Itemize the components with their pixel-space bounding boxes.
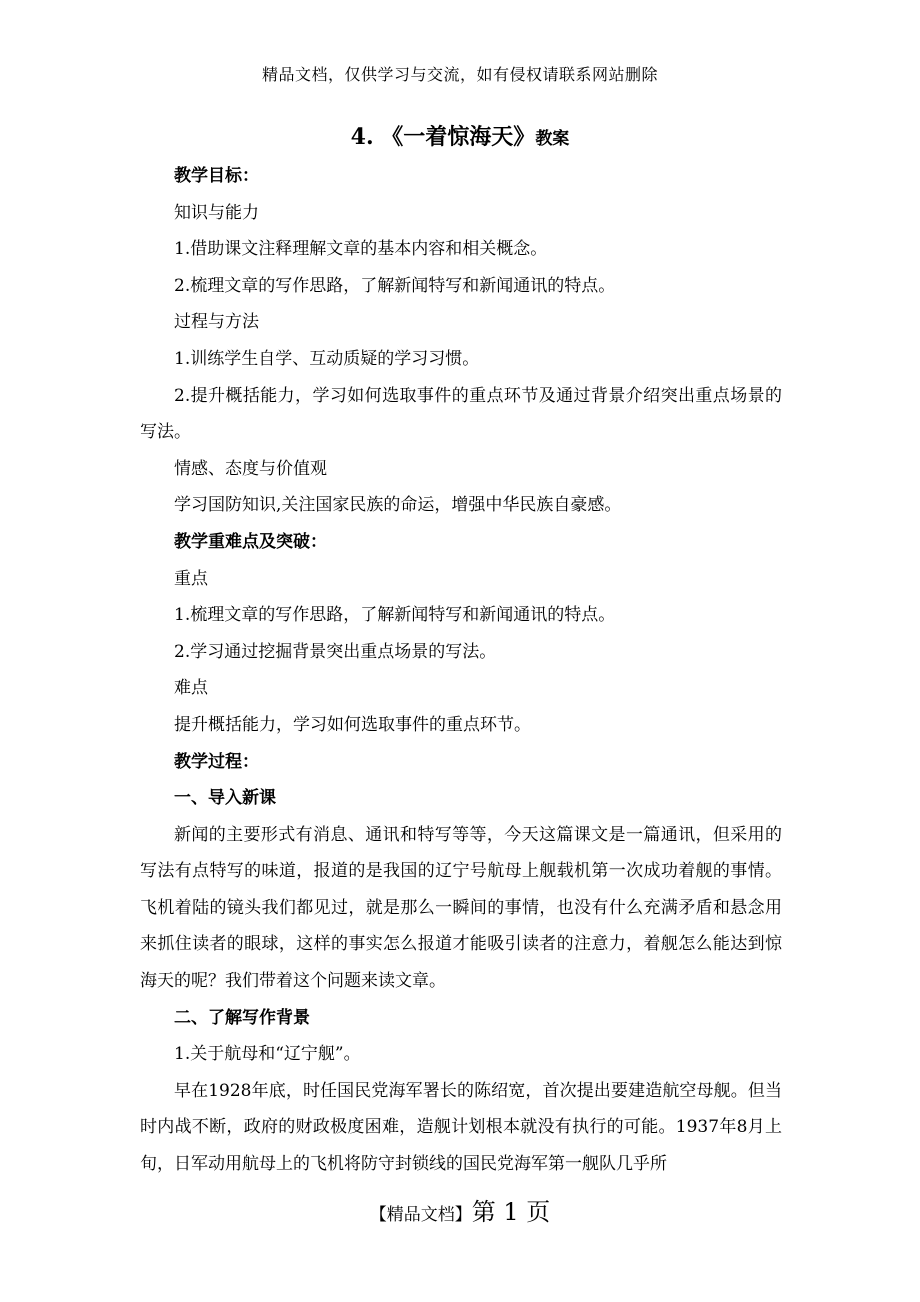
title-suffix: 教案	[535, 129, 570, 149]
paragraph: 重点	[174, 568, 208, 589]
page-number: 第 1 页	[471, 1198, 551, 1226]
paragraph: 提升概括能力，学习如何选取事件的重点环节。	[174, 714, 531, 735]
paragraph: 情感、态度与价值观	[174, 458, 327, 479]
paragraph: 1.梳理文章的写作思路，了解新闻特写和新闻通讯的特点。	[174, 605, 616, 626]
section-heading: 二、了解写作背景	[174, 1007, 310, 1028]
paragraph: 知识与能力	[174, 202, 259, 223]
paragraph: 新闻的主要形式有消息、通讯和特写等等，今天这篇课文是一篇通讯，但采用的写法有点特写的味道，报道的是我国的辽宁号航母上舰载机第一次成功着舰的事情。飞机着陆的镜头我们都见过，就是那么一瞬间的事情，也没有什么充满矛盾和悬念用来抓住读者的眼球，这样的事实怎么报道才能吸引读者的注意力，着舰怎么能达到惊海天的呢？我们带着这个问题来读文章。	[140, 824, 782, 992]
paragraph: 1.关于航母和“辽宁舰”。	[174, 1044, 361, 1065]
paragraph: 2.学习通过挖掘背景突出重点场景的写法。	[174, 641, 497, 662]
paragraph: 1.借助课文注释理解文章的基本内容和相关概念。	[174, 239, 548, 260]
paragraph: 早在1928年底，时任国民党海军署长的陈绍宽，首次提出要建造航空母舰。但当时内战不断，政府的财政极度困难，造舰计划根本就没有执行的可能。1937年8月上旬，日军动用航母上的飞机将防守封锁线的国民党海军第一舰队几乎所	[140, 1080, 782, 1175]
section-heading: 教学重难点及突破：	[174, 531, 327, 552]
paragraph: 过程与方法	[174, 312, 259, 333]
paragraph: 2.梳理文章的写作思路，了解新闻特写和新闻通讯的特点。	[174, 275, 616, 296]
document-body	[140, 158, 782, 1183]
document-title	[0, 120, 920, 151]
page-footer	[0, 1192, 920, 1227]
section-heading: 一、导入新课	[174, 788, 276, 809]
section-heading: 教学过程：	[174, 751, 259, 772]
paragraph: 1.训练学生自学、互动质疑的学习习惯。	[174, 348, 480, 369]
page-header: 精品文档，仅供学习与交流，如有侵权请联系网站删除	[261, 65, 658, 84]
paragraph: 学习国防知识,关注国家民族的命运，增强中华民族自豪感。	[174, 495, 622, 516]
paragraph: 2.提升概括能力，学习如何选取事件的重点环节及通过背景介绍突出重点场景的写法。	[140, 385, 782, 443]
footer-tag: 【精品文档】	[369, 1205, 472, 1225]
paragraph: 难点	[174, 678, 208, 699]
section-heading: 教学目标：	[174, 166, 259, 186]
title-main: 4. 《一着惊海天》	[350, 124, 536, 150]
